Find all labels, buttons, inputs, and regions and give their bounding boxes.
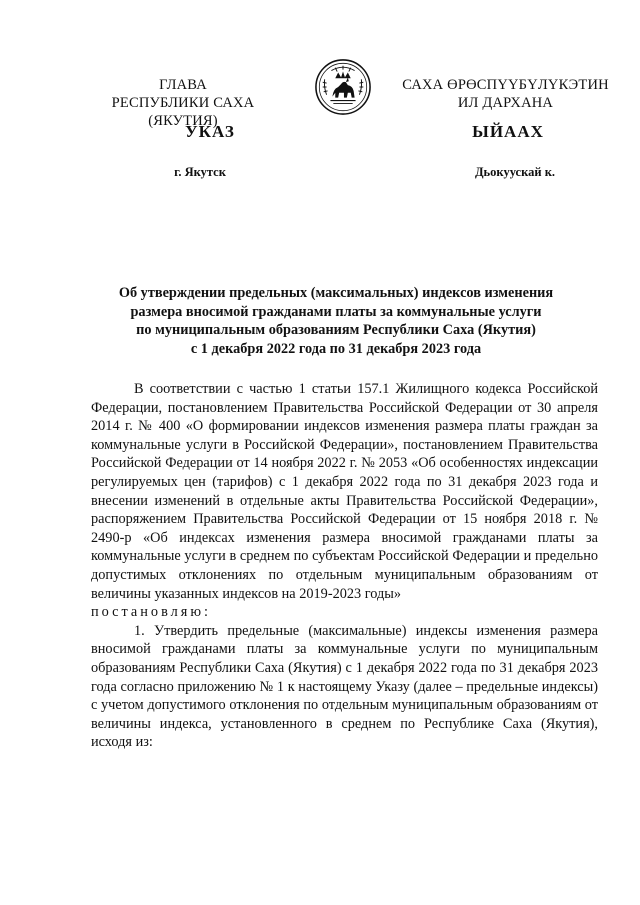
item-1-paragraph: 1. Утвердить предельные (максимальные) индексы изменения размера вносимой гражданами платы за коммунальные услуги по муниципальным образованиям Республики Саха (Якутия) с 1 декабря 2022 года по 31 декабря 2023 года согласно приложению № 1 к настоящему Указу (далее – предельные индексы) с учетом допустимого отклонения по отдельным муниципальным образованиям от величины индекса, установленного в среднем по Республике Саха (Якутия), исходя из:	[91, 622, 598, 751]
header-right-line2: ИЛ ДАРХАНА	[457, 95, 554, 111]
title-line-3: по муниципальным образованиям Республики Саха (Якутия)	[136, 322, 536, 339]
place-yakut: Дьокуускай к.	[474, 165, 556, 179]
place-russian: г. Якутск	[174, 165, 226, 179]
title-line-1: Об утверждении предельных (максимальных) индексов изменения	[118, 285, 554, 301]
title-line-2: размера вносимой гражданами платы за коммунальные услуги	[130, 303, 542, 320]
header-right	[398, 76, 613, 112]
preamble-paragraph: В соответствии с частью 1 статьи 157.1 Жилищного кодекса Российской Федерации, постановлением Правительства Российской Федерации от 30 апреля 2014 г. № 400 «О формировании индексов изменения размера платы граждан за коммунальные услуги в Российской Федерации», постановлением Правительства Российской Федерации от 14 ноября 2022 г. № 2053 «Об особенностях индексации регулируемых цен (тарифов) с 1 декабря 2022 года по 31 декабря 2023 года и внесении изменений в отдельные акты Правительства Российской Федерации», распоряжением Правительства Российской Федерации от 15 ноября 2018 г. № 2490-р «Об индексах изменения размера вносимой гражданами платы за коммунальные услуги в среднем по субъектам Российской Федерации и предельно допустимых отклонениях по отдельным муниципальным образованиям от величины указанных индексов на 2019-2023 годы»	[91, 381, 598, 602]
decree-title	[96, 284, 576, 358]
doc-type-yakut: ЫЙААХ	[472, 122, 544, 141]
header-right-line1: САХА ӨРӨСПҮҮБҮЛҮКЭТИН	[402, 77, 609, 93]
header-left-line2: РЕСПУБЛИКИ САХА (ЯКУТИЯ)	[111, 95, 255, 129]
decree-body	[91, 380, 598, 752]
decree-word: постановляю:	[91, 604, 211, 621]
doc-type-russian: УКАЗ	[185, 122, 235, 141]
coat-of-arms-icon	[314, 58, 372, 116]
title-line-4: с 1 декабря 2022 года по 31 декабря 2023 года	[190, 340, 482, 357]
header-left-line1: ГЛАВА	[159, 77, 207, 93]
